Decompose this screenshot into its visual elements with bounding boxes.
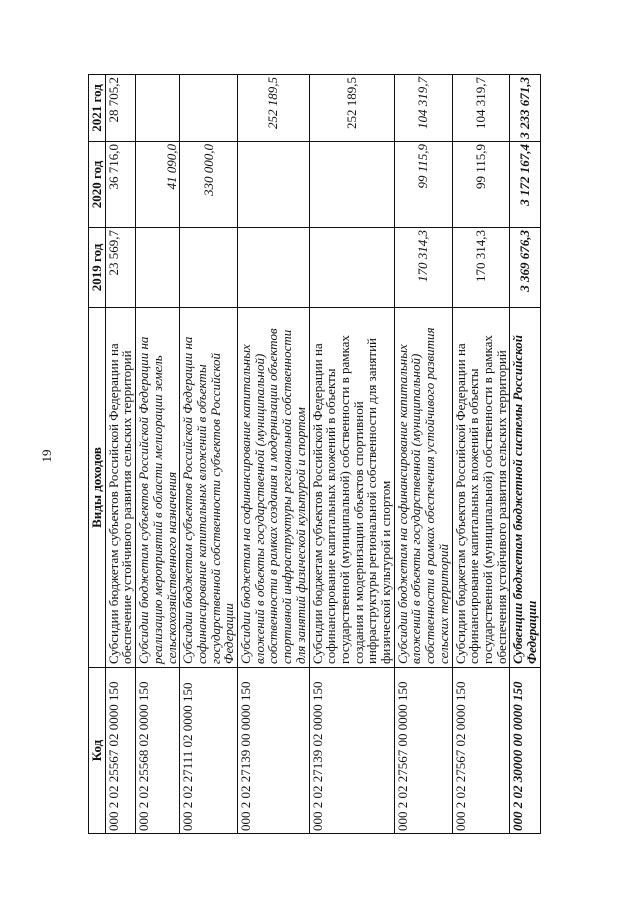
revenue-type-cell: Субсидии бюджетам субъектов Российской Федерации на софинансирование капитальных вложений в объекты государственной собственности субъектов Российской Федерации: [180, 308, 238, 668]
revenue-table: [88, 74, 541, 834]
value-2020-cell: [238, 142, 310, 228]
value-2020-cell: 330 000,0: [180, 142, 238, 228]
value-2021-cell: 3 233 671,3: [510, 75, 540, 142]
value-2020-cell: [309, 142, 394, 228]
value-2019-cell: [309, 228, 394, 308]
header-2020: 2020 год: [89, 142, 106, 228]
revenue-type-cell: Субсидии бюджетам субъектов Российской Федерации на софинансирование капитальных вложений в объекты государственной (муниципальной) собственности в рамках создания и модернизации объектов спортивной инфраструктуры региональной собственности для занятий физической культурой и спортом: [309, 308, 394, 668]
code-cell: 000 2 02 27567 02 0000 150: [452, 668, 510, 834]
value-2021-cell: 28 705,2: [105, 75, 135, 142]
value-2021-cell: [180, 75, 238, 142]
value-2021-cell: 104 319,7: [452, 75, 510, 142]
code-cell: 000 2 02 25568 02 0000 150: [136, 668, 180, 834]
header-2019: 2019 год: [89, 228, 106, 308]
value-2021-cell: 104 319,7: [394, 75, 452, 142]
code-cell: 000 2 02 27567 00 0000 150: [394, 668, 452, 834]
rotated-table-sheet: [88, 75, 541, 834]
revenue-type-cell: Субсидии бюджетам субъектов Российской Федерации на реализацию мероприятий в области мелиорации земель сельскохозяйственного назначения: [136, 308, 180, 668]
value-2019-cell: 170 314,3: [394, 228, 452, 308]
table-row: [394, 75, 452, 834]
table-row: [180, 75, 238, 834]
page-number: 19: [39, 449, 54, 463]
value-2020-cell: 99 115,9: [452, 142, 510, 228]
value-2021-cell: 252 189,5: [309, 75, 394, 142]
value-2019-cell: 3 369 676,3: [510, 228, 540, 308]
value-2019-cell: [180, 228, 238, 308]
code-cell: 000 2 02 30000 00 0000 150: [510, 668, 540, 834]
value-2019-cell: [136, 228, 180, 308]
revenue-type-cell: Субсидии бюджетам субъектов Российской Федерации на обеспечение устойчивого развития сельских территорий: [105, 308, 135, 668]
table-row: [105, 75, 135, 834]
value-2019-cell: 170 314,3: [452, 228, 510, 308]
header-code: Код: [89, 668, 106, 834]
table-header-row: [89, 75, 106, 834]
revenue-type-cell: Субсидии бюджетам субъектов Российской Федерации на софинансирование капитальных вложений в объекты государственной (муниципальной) собственности в рамках обеспечения устойчивого развития сельских территорий: [452, 308, 510, 668]
value-2021-cell: [136, 75, 180, 142]
value-2020-cell: 36 716,0: [105, 142, 135, 228]
value-2020-cell: 99 115,9: [394, 142, 452, 228]
table-row: [452, 75, 510, 834]
code-cell: 000 2 02 25567 02 0000 150: [105, 668, 135, 834]
value-2021-cell: 252 189,5: [238, 75, 310, 142]
table-row: [136, 75, 180, 834]
revenue-type-cell: Субсидии бюджетам на софинансирование капитальных вложений в объекты государственной (муниципальной) собственности в рамках создания и модернизации объектов спортивной инфраструктуры региональной собственности для занятий физической культурой и спортом: [238, 308, 310, 668]
revenue-type-cell: Субвенции бюджетам бюджетной системы Российской Федерации: [510, 308, 540, 668]
table-row: [309, 75, 394, 834]
header-revenue-type: Виды доходов: [89, 308, 106, 668]
code-cell: 000 2 02 27111 02 0000 150: [180, 668, 238, 834]
code-cell: 000 2 02 27139 02 0000 150: [309, 668, 394, 834]
value-2019-cell: 23 569,7: [105, 228, 135, 308]
code-cell: 000 2 02 27139 00 0000 150: [238, 668, 310, 834]
table-row-total: [510, 75, 540, 834]
value-2020-cell: 3 172 167,4: [510, 142, 540, 228]
value-2019-cell: [238, 228, 310, 308]
revenue-type-cell: Субсидии бюджетам на софинансирование капитальных вложений в объекты государственной (муниципальной) собственности в рамках обеспечения устойчивого развития сельских территорий: [394, 308, 452, 668]
header-2021: 2021 год: [89, 75, 106, 142]
table-row: [238, 75, 310, 834]
value-2020-cell: 41 090,0: [136, 142, 180, 228]
